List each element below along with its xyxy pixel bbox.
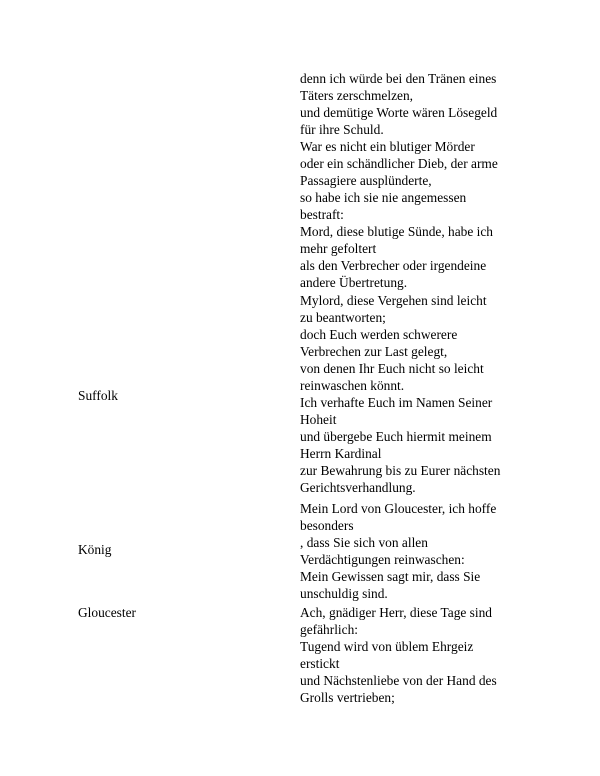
text-line: gefährlich: xyxy=(300,622,358,637)
speaker-suffolk: Suffolk xyxy=(78,388,118,403)
text-line: Tugend wird von üblem Ehrgeiz xyxy=(300,639,474,654)
text-line: Ach, gnädiger Herr, diese Tage sind xyxy=(300,605,493,620)
text-line: doch Euch werden schwerere xyxy=(300,327,458,342)
text-line: oder ein schändlicher Dieb, der arme xyxy=(300,156,498,171)
text-line: denn ich würde bei den Tränen eines xyxy=(300,71,497,86)
text-line: für ihre Schuld. xyxy=(300,122,384,137)
speech-block-suffolk xyxy=(300,292,540,496)
text-line: Täters zerschmelzen, xyxy=(300,88,414,103)
text-line: zu beantworten; xyxy=(300,310,386,325)
text-line: Gerichtsverhandlung. xyxy=(300,480,416,495)
text-line: und übergebe Euch hiermit meinem xyxy=(300,429,492,444)
speech-block-continuation xyxy=(300,70,540,291)
text-line: Verbrechen zur Last gelegt, xyxy=(300,344,448,359)
text-line: andere Übertretung. xyxy=(300,275,408,290)
text-line: besonders xyxy=(300,518,354,533)
text-line: als den Verbrecher oder irgendeine xyxy=(300,258,487,273)
speech-block-koenig xyxy=(300,500,540,602)
text-line: Mylord, diese Vergehen sind leicht xyxy=(300,293,487,308)
text-line: Herrn Kardinal xyxy=(300,446,382,461)
text-line: , dass Sie sich von allen xyxy=(300,535,428,550)
text-line: Passagiere ausplünderte, xyxy=(300,173,432,188)
text-line: und Nächstenliebe von der Hand des xyxy=(300,673,497,688)
text-line: Mein Gewissen sagt mir, dass Sie xyxy=(300,569,481,584)
text-line: bestraft: xyxy=(300,207,344,222)
text-line: Verdächtigungen reinwaschen: xyxy=(300,552,465,567)
text-line: Mein Lord von Gloucester, ich hoffe xyxy=(300,501,497,516)
text-line: und demütige Worte wären Lösegeld xyxy=(300,105,498,120)
text-line: Ich verhafte Euch im Namen Seiner xyxy=(300,395,493,410)
speaker-gloucester: Gloucester xyxy=(78,605,137,620)
text-line: Mord, diese blutige Sünde, habe ich xyxy=(300,224,494,239)
text-line: so habe ich sie nie angemessen xyxy=(300,190,467,205)
text-line: reinwaschen könnt. xyxy=(300,378,405,393)
text-line: unschuldig sind. xyxy=(300,586,388,601)
text-line: von denen Ihr Euch nicht so leicht xyxy=(300,361,484,376)
text-line: mehr gefoltert xyxy=(300,241,377,256)
speech-block-gloucester xyxy=(300,604,540,706)
speaker-koenig: König xyxy=(78,542,112,557)
text-line: War es nicht ein blutiger Mörder xyxy=(300,139,475,154)
text-line: Hoheit xyxy=(300,412,337,427)
text-line: erstickt xyxy=(300,656,340,671)
text-line: zur Bewahrung bis zu Eurer nächsten xyxy=(300,463,501,478)
text-line: Grolls vertrieben; xyxy=(300,690,395,705)
